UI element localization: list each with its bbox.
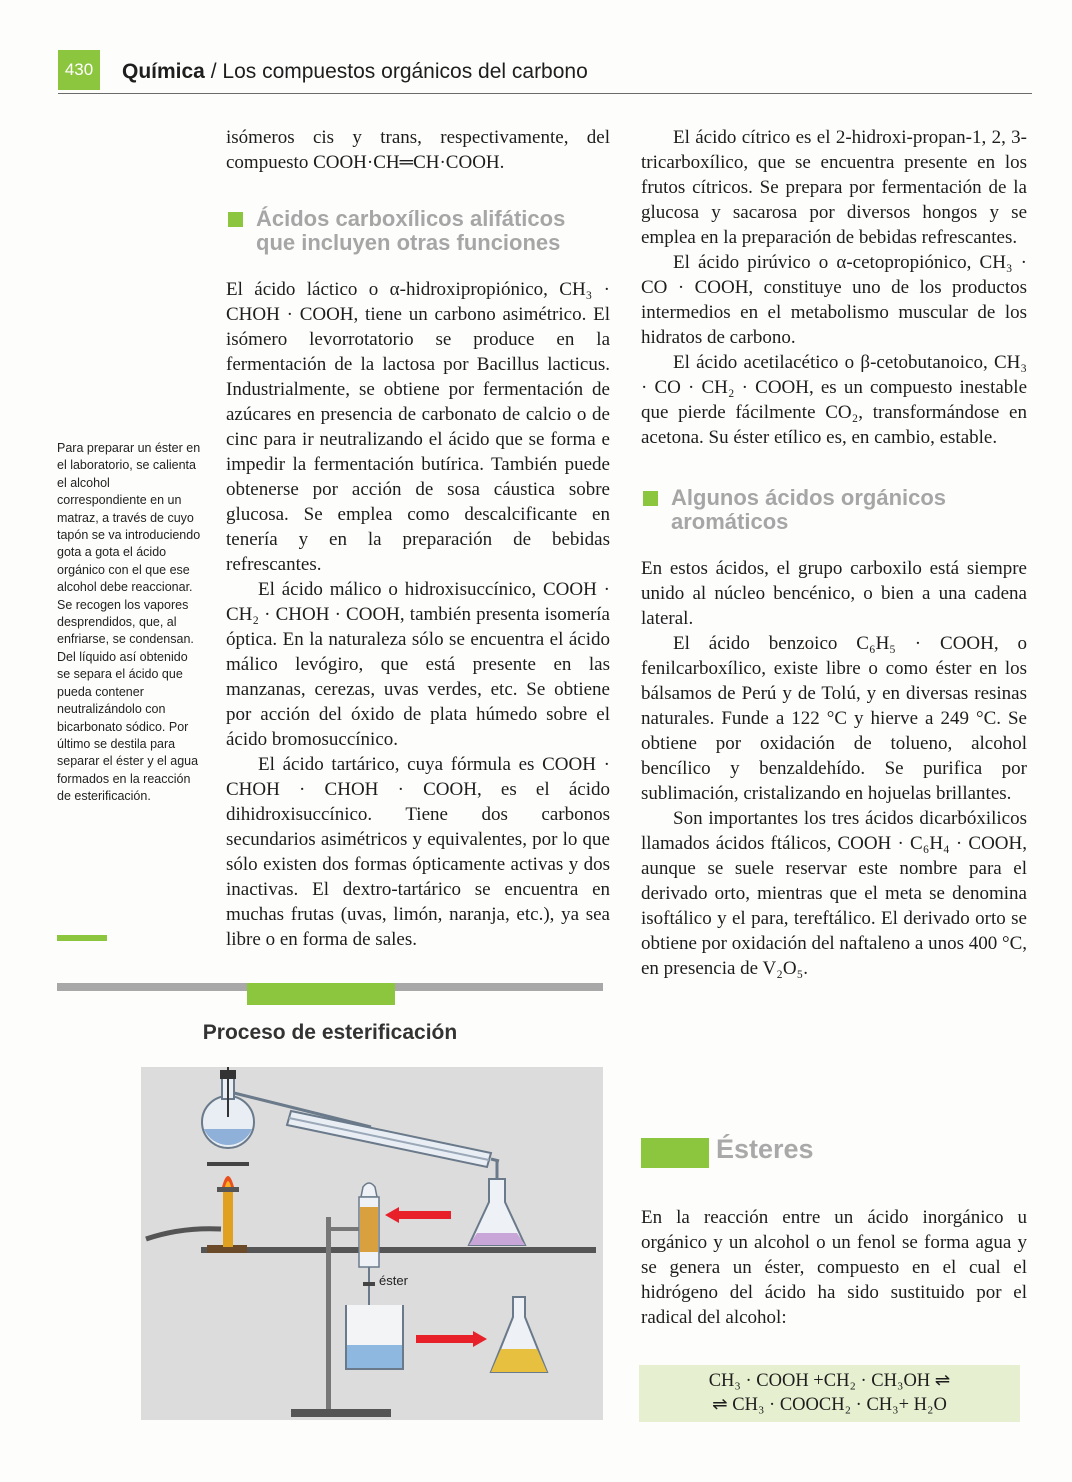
esters-heading-bar [641,1138,709,1168]
paragraph-citric: El ácido cítrico es el 2-hidroxi-propan-1, 2, 3-tricarboxílico, que se encuentra presente en los frutos cítricos. Se prepara por fermentación de la glucosa y sacarosa por diversos hongos y se emplea en la preparación de bebidas refrescantes. [641,127,1027,248]
support-ring [207,1162,249,1166]
figure-title: Proceso de esterificación [202,1021,458,1044]
esterification-figure [57,983,603,1420]
chapter-title: Los compuestos orgánicos del carbono [222,60,588,83]
paragraph-esters: En la reacción entre un ácido inorgánico u orgánico y un alcohol o un fenol se forma agua y se genera un éster, compuesto en el cual el hidrógeno del ácido ha sido sustituido por el radical del alcohol: [641,1207,1027,1328]
figure-tab [247,983,395,1005]
esters-heading: Ésteres [716,1134,814,1164]
equation-line1: CH₃ · COOH +CH₂ · CH₃OH ⇌ [708,1371,951,1391]
esterification-equation [639,1365,1020,1422]
esters-intro-block [641,1205,1027,1330]
ester-label: éster [379,1273,408,1288]
paragraph-benzoic: El ácido benzoico C₆H₅ · COOH, o fenilcarboxílico, existe libre o como éster en los bálsamos de Perú y de Tolú, y en diversas resinas naturales. Funde a 122 °C y hierve a 249 °C. Se obtiene por oxidación de tolueno, alcohol bencílico y benzaldehído. Se purifica por sublimación, cristalizando en hojuelas brillantes. [641,633,1027,804]
sidebar-note: Para preparar un éster en el laboratorio, se calienta el alcohol correspondiente en un matraz, a través de cuyo tapón se va introduciendo gota a gota el ácido orgánico con el que ese alcohol debe reaccionar. Se recogen los vapores desprendidos, que, al enfriarse, se condensan. Del líquido así obtenido se separa el ácido que pueda contener neutralizándolo con bicarbonato sódico. Por último se destila para separar el éster y el agua formados en la reacción de esterificación. [57,441,201,804]
paragraph-tartaric: El ácido tartárico, cuya fórmula es COOH · CHOH · CHOH · COOH, es el ácido dihidroxisuccínico. Tiene dos carbonos secundarios asimétricos y equivalentes, por lo que sólo existen dos formas ópticamente activas y dos inactivas. El dextro-tartárico se encuentra en muchas frutas (uvas, limón, naranja, etc.), ya sea libre o en forma de sales. [226,754,610,950]
bench-shelf [201,1247,596,1253]
paragraph-malic: El ácido málico o hidroxisuccínico, COOH · CH₂ · CHOH · COOH, también presenta isomería óptica. En la naturaleza sólo se encuentra el ácido málico levógiro, que está presente en las manzanas, cerezas, uvas verdes, etc. Se obtiene por acción del óxido de plata húmedo sobre el ácido bromosuccínico. [226,579,610,750]
text-column-2 [641,125,1027,981]
intro-paragraph: isómeros cis y trans, respectivamente, del compuesto COOH·CH═CH·COOH. [226,127,610,173]
section-heading-aromatic [641,486,1027,534]
gas-hose [146,1229,221,1239]
running-head [122,60,588,84]
paragraph-aromatic-acids: En estos ácidos, el grupo carboxilo está siempre unido al núcleo bencénico, o bien a una cadena lateral. [641,558,1027,629]
section-marker [643,491,658,506]
stand-base [291,1409,391,1417]
burner-tube [223,1189,233,1247]
paragraph-phthalic: Son importantes los tres ácidos dicarbóxilicos llamados ácidos ftálicos, COOH · C₆H₄ · COOH, aunque se suele reservar este nombre para el derivado orto, mientras que el meta se denomina isoftálico y el para, tereftálico. El derivado orto se obtiene por oxidación del naftaleno a unos 400 °C, en presencia de V₂O₅. [641,808,1027,979]
section-heading-aliphatic [226,207,610,255]
page-number: 430 [58,50,100,90]
apparatus-illustration [141,1067,603,1420]
paragraph-pyruvic: El ácido pirúvico o α-cetopropiónico, CH₃ · CO · COOH, constituye uno de los productos intermedios en el metabolismo muscular de los hidratos de carbono. [641,252,1027,348]
section-heading-line1: Ácidos carboxílicos alifáticos [256,206,566,231]
burner-top [217,1187,239,1192]
stand-rod [326,1217,331,1412]
text-column-1 [226,125,610,952]
section-heading-line2: que incluyen otras funciones [256,230,561,255]
section-heading-line1: Algunos ácidos orgánicos [671,485,947,510]
section-heading-line2: aromáticos [671,509,789,534]
equation-line2: ⇌ CH₃ · COOCH₂ · CH₃+ H₂O [712,1395,947,1415]
header-rule [58,93,1032,94]
paragraph-lactic: El ácido láctico o α-hidroxipropiónico, CH₃ · CHOH · COOH, tiene un carbono asimétrico. El isómero levorrotatorio se produce en la fermentación de la lactosa por Bacillus lacticus. Industrialmente, se obtiene por fermentación de azúcares en presencia de carbonato de calcio o de cinc para ir neutralizando el ácido que se forma e impedir la fermentación butírica. También puede obtenerse por acción de sosa cáustica sobre glucosa. Se emplea como descalcificante en tenería y en la preparación de bebidas refrescantes. [226,279,610,575]
paragraph-acetoacetic: El ácido acetilacético o β-cetobutanoico, CH₃ · CO · CH₂ · COOH, es un compuesto inestable que pierde fácilmente CO₂, transformándose en acetona. Su éster etílico es, en cambio, estable. [641,352,1027,448]
section-marker [228,212,243,227]
sidebar-note-bar [57,935,107,941]
header-separator: / [204,60,223,83]
subject-title: Química [122,60,205,83]
